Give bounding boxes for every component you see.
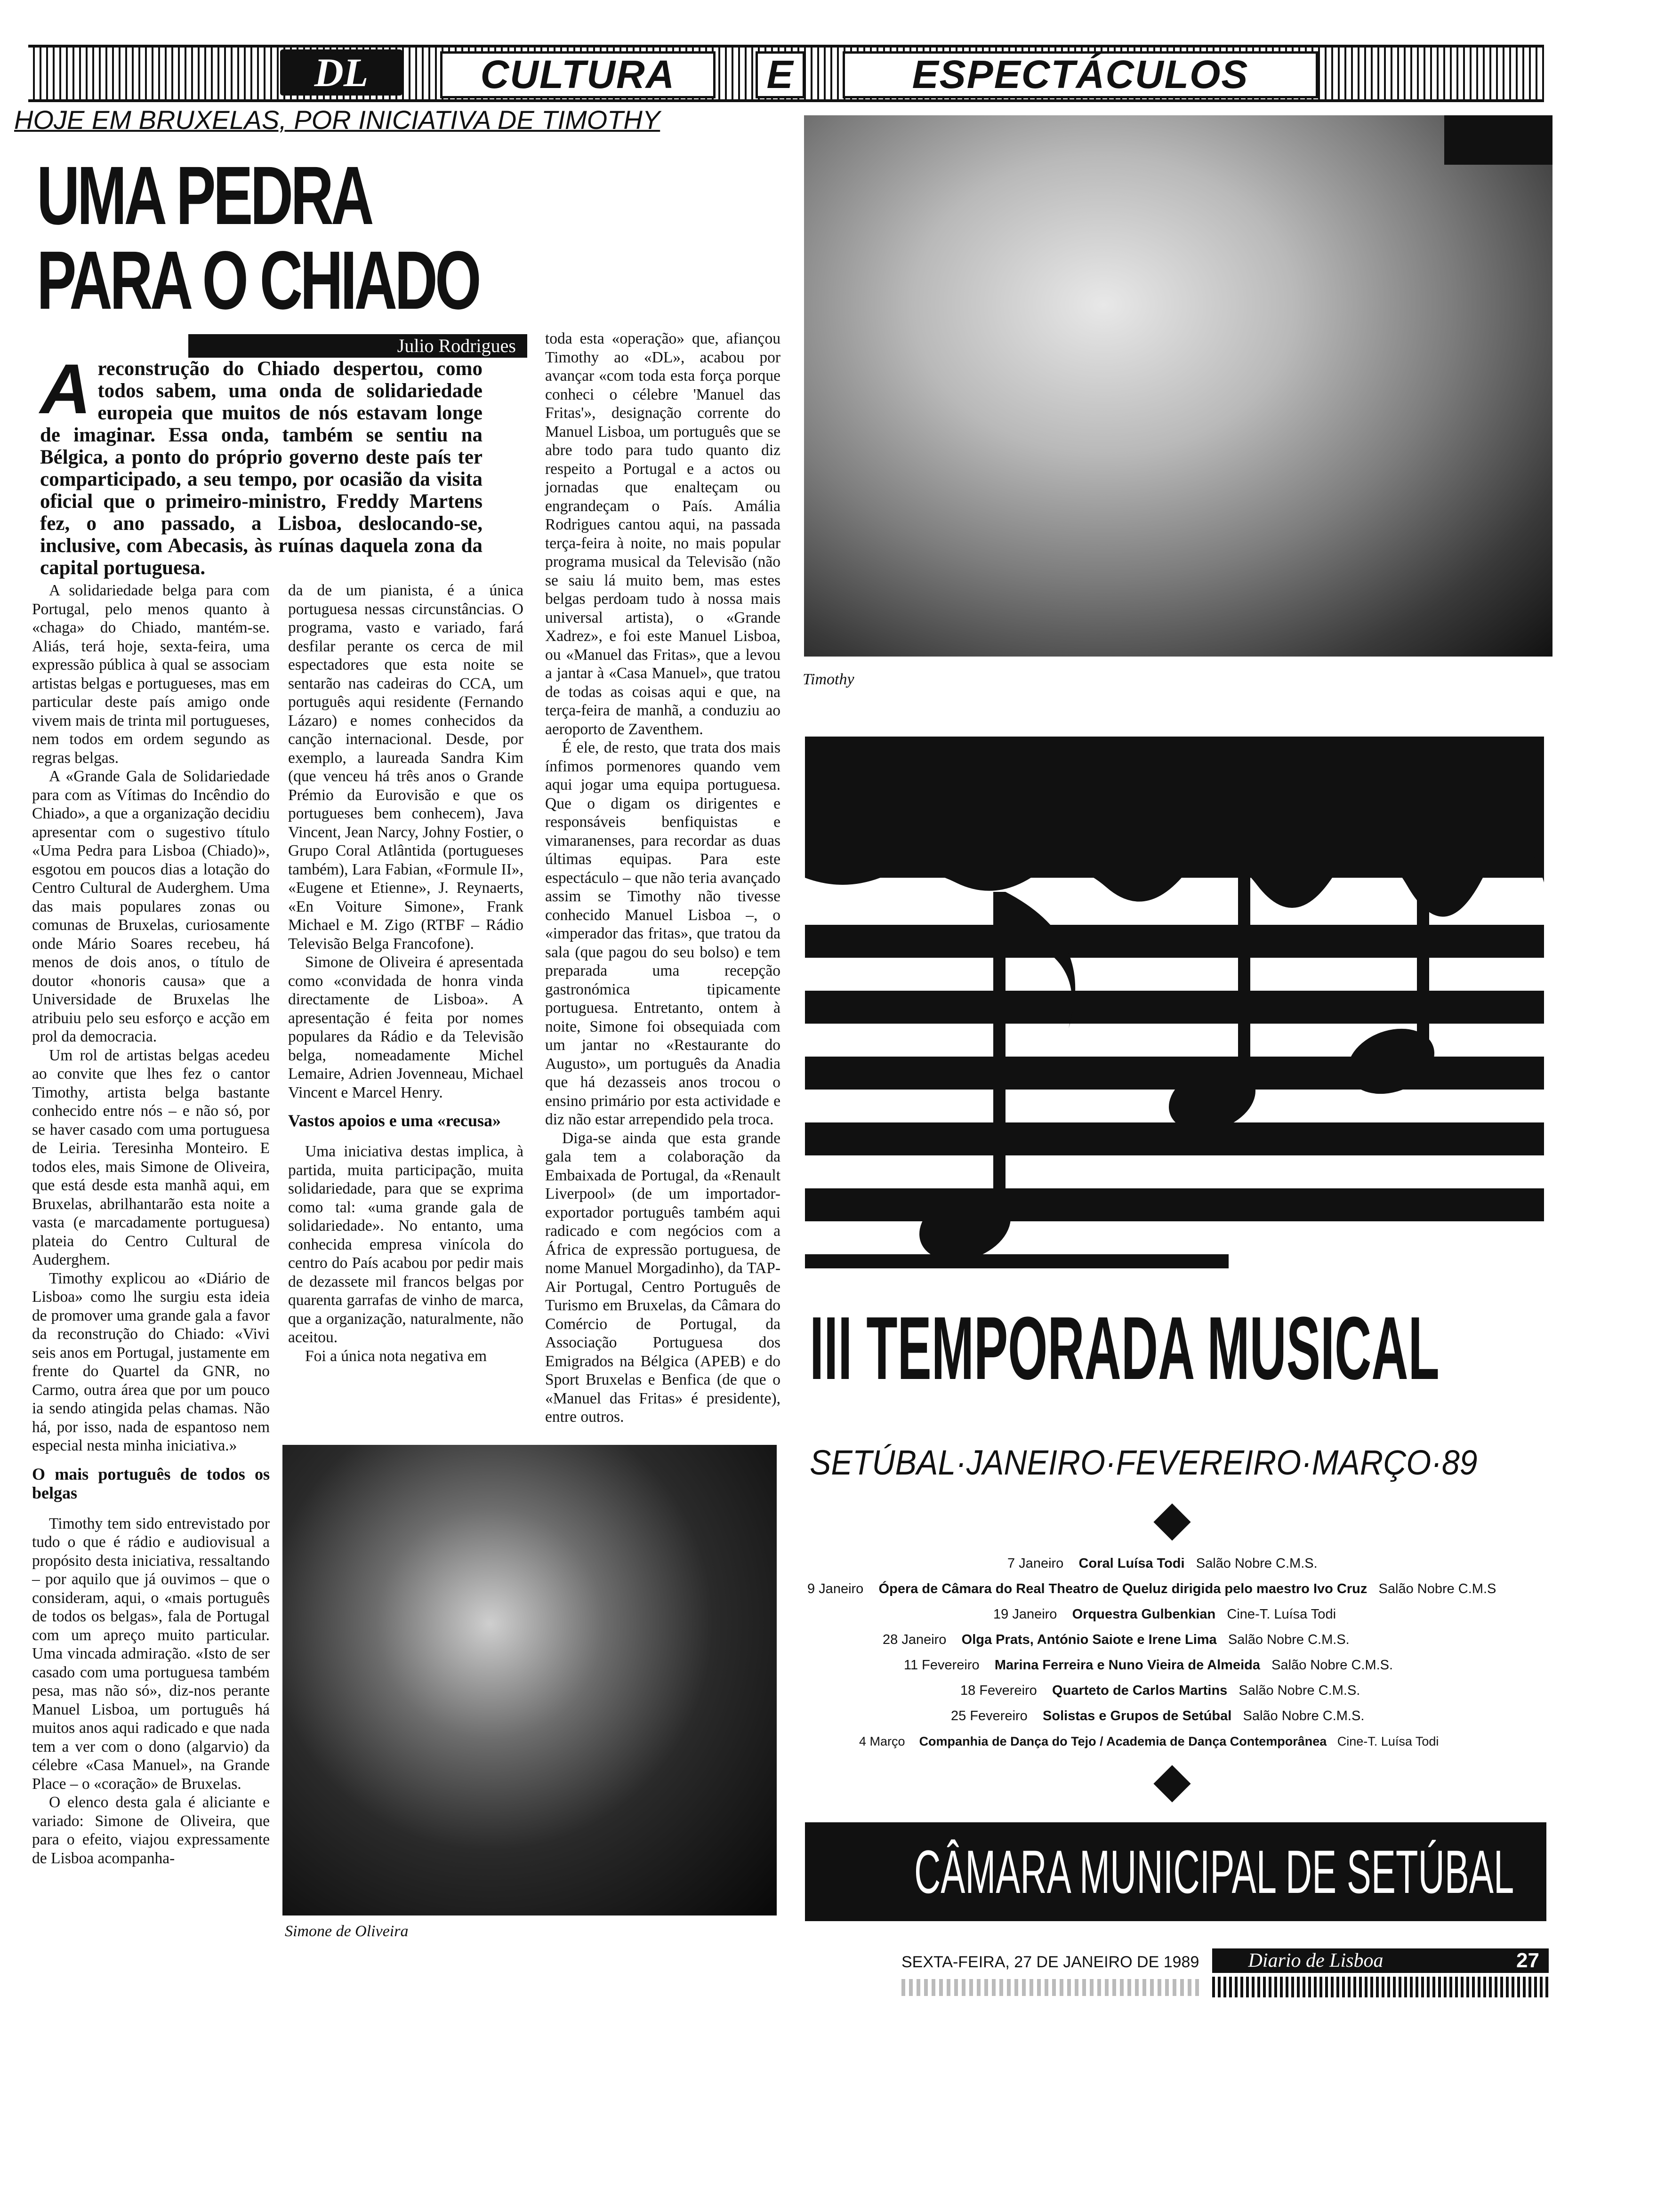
section-word-e: E [756, 51, 805, 98]
event-name: Companhia de Dança do Tejo / Academia de Dança Contemporânea [919, 1734, 1327, 1748]
musical-staff-graphic [805, 737, 1544, 1301]
lead-text: reconstrução do Chiado despertou, como todos sabem, uma onda de solidariedade europeia que muitos de nós estavam longe de imaginar. Essa onda, também se sentiu na Bélgica, a ponto do próprio governo deste país ter comparticipado, a seu tempo, por ocasião da visita oficial que o primeiro-ministro, Freddy Martens fez, o ano passado, a Lisboa, deslocando-se, inclusive, com Abecasis, às ruínas daquela zona da capital portuguesa. [40, 358, 483, 579]
event-date: 18 Fevereiro [960, 1683, 1037, 1698]
event-row [805, 1602, 1553, 1627]
event-name: Coral Luísa Todi [1078, 1556, 1185, 1571]
simone-photo-caption: Simone de Oliveira [285, 1923, 409, 1940]
dl-logo: DL [280, 49, 402, 96]
headline-line-1: UMA PEDRA [37, 150, 371, 242]
event-name: Solistas e Grupos de Setúbal [1043, 1708, 1232, 1723]
section-word-espectaculos: ESPECTÁCULOS [843, 51, 1318, 98]
event-row [805, 1576, 1553, 1602]
event-row [805, 1703, 1553, 1729]
event-name: Olga Prats, António Saiote e Irene Lima [961, 1632, 1217, 1647]
event-row [805, 1627, 1553, 1652]
byline: Julio Rodrigues [188, 334, 527, 358]
event-venue: Salão Nobre C.M.S [1378, 1581, 1496, 1596]
ad-subtitle: SETÚBAL·JANEIRO·FEVEREIRO·MARÇO·89 [810, 1443, 1478, 1482]
timothy-photo-caption: Timothy [803, 671, 854, 688]
diamond-icon [1153, 1765, 1190, 1802]
column-2-paragraph: da de um pianista, é a única portuguesa nessas circunstâncias. O programa, vasto e variado, fará desfilar perante os cerca de mil espectadores que esta noite se sentarão nas cadeiras do CCA, um português aqui residente (Fernando Lázaro) e nomes conhecidos da canção internacional. Desde, por exemplo, a laureada Sandra Kim (que venceu há três anos o Grande Prémio da Eurovisão e que os portugueses bem conhecem), Java Vincent, Jean Narcy, Johny Fostier, o Grupo Coral Atlântida (portugueses também), Lara Fabian, «Formule II», «Eugene et Etienne», J. Reynaerts, «En Voiture Simone», Frank Michael e M. Zigo (RTBF – Rádio Televisão Belga Francofone). [288, 582, 523, 953]
event-date: 25 Fevereiro [951, 1708, 1028, 1723]
footer-barcode-strip [1212, 1977, 1549, 1997]
event-date: 19 Janeiro [993, 1607, 1057, 1622]
event-date: 7 Janeiro [1007, 1556, 1064, 1571]
event-venue: Salão Nobre C.M.S. [1228, 1632, 1350, 1647]
lead-dropcap: A [40, 349, 91, 428]
article-column-3 [545, 329, 780, 1427]
event-list [805, 1551, 1553, 1754]
ad-title: III TEMPORADA MUSICAL [810, 1298, 1440, 1398]
sponsor-bar [805, 1822, 1546, 1921]
timothy-photo [804, 115, 1552, 657]
event-row [805, 1551, 1553, 1576]
column-2-subhead: Vastos apoios e uma «recusa» [288, 1111, 501, 1130]
column-1-paragraph: Timothy explicou ao «Diário de Lisboa» como lhe surgiu esta ideia de promover uma grande gala a favor da reconstrução do Chiado: «Vivi seis anos em Portugal, justamente em frente do Quartel da GNR, no Carmo, outra área que por um pouco ia sendo atingida pelas chamas. Não há, por isso, nada de espantoso nem especial nesta minha iniciativa.» [32, 1269, 270, 1454]
column-2-paragraph: Simone de Oliveira é apresentada como «convidada de honra vinda directamente de Lisboa». A apresentação é feita por nomes populares da Rádio e da Televisão belga, nomeadamente Michel Lemaire, Adrien Jovenneau, Michael Vincent e Marcel Henry. [288, 954, 523, 1101]
event-date: 9 Janeiro [807, 1581, 864, 1596]
headline-line-2: PARA O CHIADO [37, 234, 479, 327]
column-3-paragraph: Diga-se ainda que esta grande gala tem a colaboração da Embaixada de Portugal, da «Renault Liverpool» (de um importador-exportador português também aqui radicado e com negócios com a África de expressão portuguesa, de nome Manuel Morgadinho), da TAP-Air Portugal, Centro Português de Turismo em Bruxelas, da Câmara do Comércio de Portugal, da Associação Portuguesa dos Emigrados na Bélgica (APEB) e do Sport Bruxelas e Benfica (de que o «Manuel das Fritas» é presidente), entre outros. [545, 1129, 780, 1426]
event-date: 28 Janeiro [883, 1632, 947, 1647]
event-row [805, 1678, 1553, 1703]
article-kicker: HOJE EM BRUXELAS, POR INICIATIVA DE TIMOTHY [14, 105, 660, 135]
footer-faded-strip [901, 1979, 1203, 1996]
event-row [805, 1652, 1553, 1678]
event-venue: Salão Nobre C.M.S. [1239, 1683, 1360, 1698]
column-3-paragraph: toda esta «operação» que, afiançou Timothy ao «DL», acabou por avançar «com toda esta força porque conheci o célebre 'Manuel das Fritas'», designação corrente do Manuel Lisboa, um português que se abre todo para tudo quanto diz respeito a Portugal e a actos ou jornadas que enalteçam ou engrandeçam o País. Amália Rodrigues cantou aqui, na passada terça-feira à noite, no mais popular programa musical da Televisão (não se saiu lá muito bem, mas estes belgas perdoam tudo à nossa mais universal artista), o «Grande Xadrez», e foi este Manuel Lisboa, ou «Manuel das Fritas», que a levou a jantar à «Casa Manuel», que tratou de todas as coisas aqui e que, na terça-feira de manhã, a conduziu ao aeroporto de Zaventhem. [545, 330, 780, 738]
column-1-paragraph: O elenco desta gala é aliciante e variado: Simone de Oliveira, que para o efeito, viajou expressamente de Lisboa acompanha- [32, 1794, 270, 1867]
footer-page-number: 27 [1419, 1948, 1549, 1973]
column-1-paragraph: Um rol de artistas belgas acedeu ao convite que lhes fez o cantor Timothy, artista belga bastante conhecido entre nós – e não só, por se haver casado com uma portuguesa de Leiria. Teresinha Monteiro. E todos eles, mais Simone de Oliveira, que está desde esta manhã aqui, em Bruxelas, abrilhantarão esta noite a vasta (e marcadamente portuguesa) plateia do Centro Cultural de Auderghem. [32, 1046, 270, 1268]
article-lead [40, 349, 483, 579]
event-venue: Cine-T. Luísa Todi [1337, 1734, 1439, 1748]
column-2-paragraph: Uma iniciativa destas implica, à partida, muita participação, muita solidariedade, para que se exprima como tal: «uma grande gala de solidariedade». No entanto, uma conhecida empresa vinícola do centro do País acabou por pedir mais de dezassete mil francos belgas por quarenta garrafas de vinho de marca, que a organização, naturalmente, não aceitou. [288, 1143, 523, 1346]
event-name: Orquestra Gulbenkian [1072, 1607, 1216, 1622]
event-date: 11 Fevereiro [904, 1658, 980, 1673]
event-venue: Salão Nobre C.M.S. [1196, 1556, 1318, 1571]
event-venue: Salão Nobre C.M.S. [1271, 1658, 1393, 1673]
column-1-paragraph: Timothy tem sido entrevistado por tudo o que é rádio e audiovisual a propósito desta iniciativa, ressaltando – por aquilo que já ouvimos – que o consideram, aqui, o «mais português de todos os belgas», fala de Portugal com um apreço muito particular. Uma vincada admiração. «Isto de ser casado com uma portuguesa também pesa, mas não só», diz-nos perante Manuel Lisboa, um português há muitos anos aqui radicado e que nada tem a ver com o dono (algarvio) da célebre «Casa Manuel», na Grande Place – o «coração» de Bruxelas. [32, 1515, 270, 1793]
section-word-cultura: CULTURA [440, 51, 716, 98]
music-notes-icon [805, 737, 1544, 1301]
event-venue: Salão Nobre C.M.S. [1243, 1708, 1365, 1723]
column-1-subhead: O mais português de todos os belgas [32, 1464, 270, 1502]
diamond-icon [1153, 1503, 1190, 1540]
simone-photo [282, 1445, 777, 1915]
article-column-1 [32, 581, 270, 1867]
section-header [28, 45, 1544, 102]
footer-date: SEXTA-FEIRA, 27 DE JANEIRO DE 1989 [901, 1953, 1199, 1971]
sponsor-name: CÂMARA MUNICIPAL DE SETÚBAL [914, 1837, 1514, 1906]
event-venue: Cine-T. Luísa Todi [1227, 1607, 1336, 1622]
event-name: Ópera de Câmara do Real Theatro de Queluz dirigida pelo maestro Ivo Cruz [878, 1581, 1367, 1596]
event-row [805, 1729, 1553, 1754]
event-date: 4 Março [859, 1734, 905, 1748]
column-3-paragraph: É ele, de resto, que trata dos mais ínfimos pormenores quando vem aqui jogar uma equipa portuguesa. Que o digam os dirigentes e responsáveis benfiquistas e vimaranenses, para recordar as duas últimas equipas. Para este espectáculo – que não teria avançado assim se Timothy não tivesse conhecido Manuel Lisboa –, o «imperador das fritas», que tratou da sala (que pagou do seu bolso) e tem preparada uma recepção gastronómica tipicamente portuguesa. Entretanto, ontem à noite, Simone foi obsequiada com um jantar no «Restaurante do Augusto», um português da Anadia que há dezasseis anos trocou o ensino primário por esta actividade e diz não estar arrependido pela troca. [545, 739, 780, 1128]
article-column-2 [288, 581, 523, 1365]
event-name: Quarteto de Carlos Martins [1052, 1683, 1228, 1698]
column-2-paragraph: Foi a única nota negativa em [305, 1347, 487, 1365]
column-1-paragraph: A solidariedade belga para com Portugal, pelo menos quanto à «chaga» do Chiado, mantém-se. Aliás, terá hoje, sexta-feira, uma expressão pública à qual se associam artistas belgas e portugueses, mas em particular deste país amigo onde vivem mais de trinta mil portugueses, nem todos em ordem segundo as regras belgas. [32, 582, 270, 767]
column-1-paragraph: A «Grande Gala de Solidariedade para com as Vítimas do Incêndio do Chiado», a que a organização decidiu apresentar com o sugestivo título «Uma Pedra para Lisboa (Chiado)», esgotou em poucos dias a lotação do Centro Cultural de Auderghem. Uma das mais populares zonas ou comunas de Bruxelas, curiosamente onde Mário Soares recebeu, há menos de dois anos, o título de doutor «honoris causa» que a Universidade de Bruxelas lhe atribuiu pelo seu esforço e acção em prol da democracia. [32, 768, 270, 1045]
footer-masthead: Diario de Lisboa [1212, 1948, 1419, 1973]
photo-corner-block [1444, 115, 1552, 165]
event-name: Marina Ferreira e Nuno Vieira de Almeida [994, 1658, 1260, 1673]
